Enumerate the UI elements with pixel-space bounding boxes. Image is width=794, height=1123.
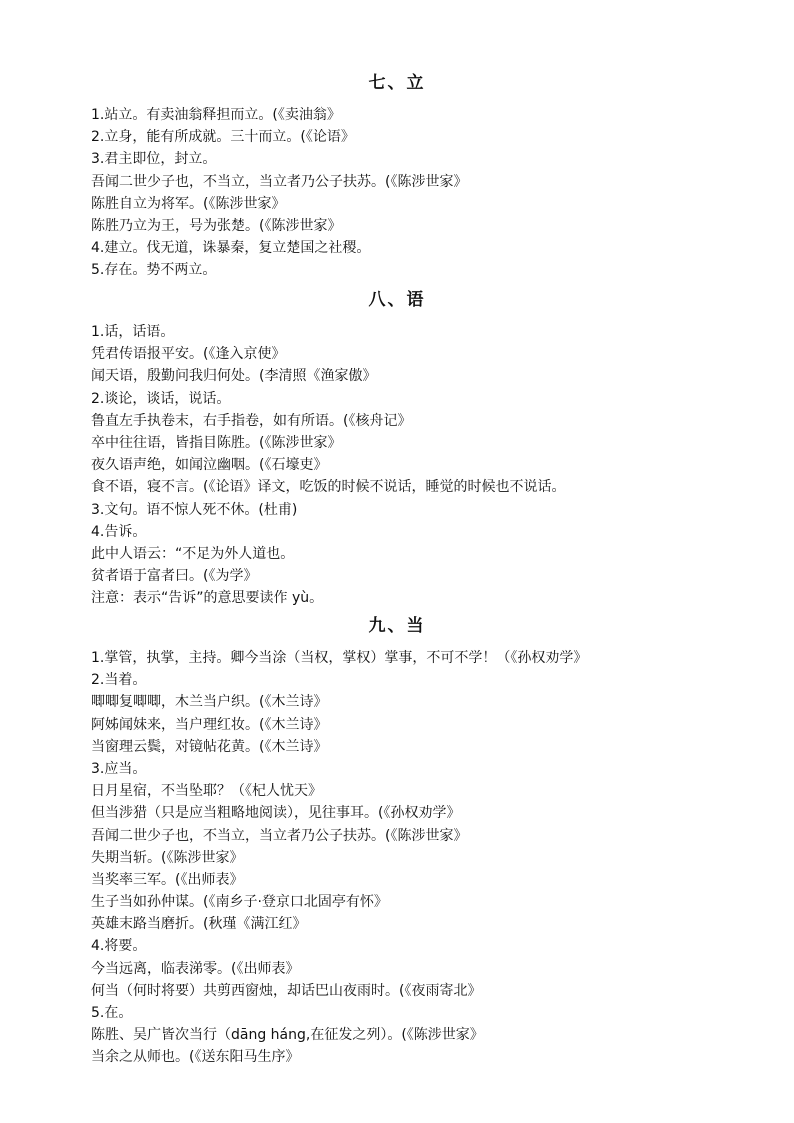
section-body — [91, 104, 731, 282]
text-line: 4.建立。伐无道，诛暴秦，复立楚国之社稷。 — [91, 240, 371, 257]
text-line: 失期当斩。(《陈涉世家》 — [91, 849, 244, 866]
text-line: 1.站立。有卖油翁释担而立。(《卖油翁》 — [91, 107, 341, 123]
text-line: 唧唧复唧唧，木兰当户织。(《木兰诗》 — [91, 694, 328, 711]
text-line: 陈胜乃立为王，号为张楚。(《陈涉世家》 — [91, 217, 342, 234]
text-line: 食不语，寝不言。(《论语》译文，吃饭的时候不说话，睡觉的时候也不说话。 — [91, 479, 566, 496]
text-line: 当奖率三军。(《出师表》 — [91, 871, 244, 888]
section-title: 八、语 — [368, 290, 426, 310]
text-line: 5.存在。势不两立。 — [91, 262, 217, 279]
text-line: 1.话，话语。 — [91, 324, 175, 340]
text-line: 4.告诉。 — [91, 523, 147, 540]
text-line: 凭君传语报平安。(《逢入京使》 — [91, 346, 286, 363]
text-line: 2.立身，能有所成就。三十而立。(《论语》 — [91, 129, 355, 146]
text-line: 但当涉猎（只是应当粗略地阅读），见往事耳。(《孙权劝学》 — [91, 805, 461, 822]
section-body — [91, 647, 731, 1069]
text-line: 阿姊闻妹来，当户理红妆。(《木兰诗》 — [91, 716, 328, 733]
text-line: 何当（何时将要）共剪西窗烛，却话巴山夜雨时。(《夜雨寄北》 — [91, 982, 482, 999]
text-line: 当窗理云鬓，对镜帖花黄。(《木兰诗》 — [91, 738, 328, 755]
text-line: 4.将要。 — [91, 938, 147, 955]
text-line: 鲁直左手执卷末，右手指卷，如有所语。(《核舟记》 — [91, 412, 412, 429]
text-line: 吾闻二世少子也，不当立，当立者乃公子扶苏。(《陈涉世家》 — [91, 827, 468, 844]
text-line: 闻天语，殷勤问我归何处。(李清照《渔家傲》 — [91, 368, 377, 385]
text-line: 陈胜自立为将军。(《陈涉世家》 — [91, 195, 286, 212]
text-line: 注意：表示“告诉”的意思要读作 yù。 — [91, 590, 324, 607]
text-line: 此中人语云：“不足为外人道也。 — [91, 545, 295, 562]
section-title: 九、当 — [368, 616, 426, 636]
text-line: 吾闻二世少子也，不当立，当立者乃公子扶苏。(《陈涉世家》 — [91, 173, 468, 190]
text-line: 贫者语于富者曰。(《为学》 — [91, 568, 258, 585]
section-body — [91, 321, 731, 609]
text-line: 陈胜、吴广皆次当行（dāng háng,在征发之列）。(《陈涉世家》 — [91, 1027, 484, 1044]
text-line: 5.在。 — [91, 1005, 133, 1021]
text-line: 3.君主即位，封立。 — [91, 151, 217, 168]
text-line: 夜久语声绝，如闻泣幽咽。(《石壕吏》 — [91, 457, 328, 474]
text-line: 生子当如孙仲谋。(《南乡子·登京口北固亭有怀》 — [91, 894, 388, 911]
text-line: 今当远离，临表涕零。(《出师表》 — [91, 960, 300, 977]
text-line: 当余之从师也。(《送东阳马生序》 — [91, 1049, 300, 1066]
text-line: 英雄末路当磨折。(秋瑾《满江红》 — [91, 916, 307, 933]
text-line: 1.掌管，执掌，主持。卿今当涂（当权，掌权）掌事，不可不学！（《孙权劝学》 — [91, 650, 588, 666]
section-title: 七、立 — [368, 73, 426, 93]
text-line: 日月星宿，不当坠耶？（《杞人忧天》 — [91, 783, 322, 800]
text-line: 2.当着。 — [91, 672, 147, 689]
text-line: 3.应当。 — [91, 760, 147, 777]
text-line: 2.谈论，谈话，说话。 — [91, 390, 231, 407]
text-line: 卒中往往语，皆指目陈胜。(《陈涉世家》 — [91, 434, 342, 451]
text-line: 3.文句。语不惊人死不休。(杜甫) — [91, 501, 298, 518]
